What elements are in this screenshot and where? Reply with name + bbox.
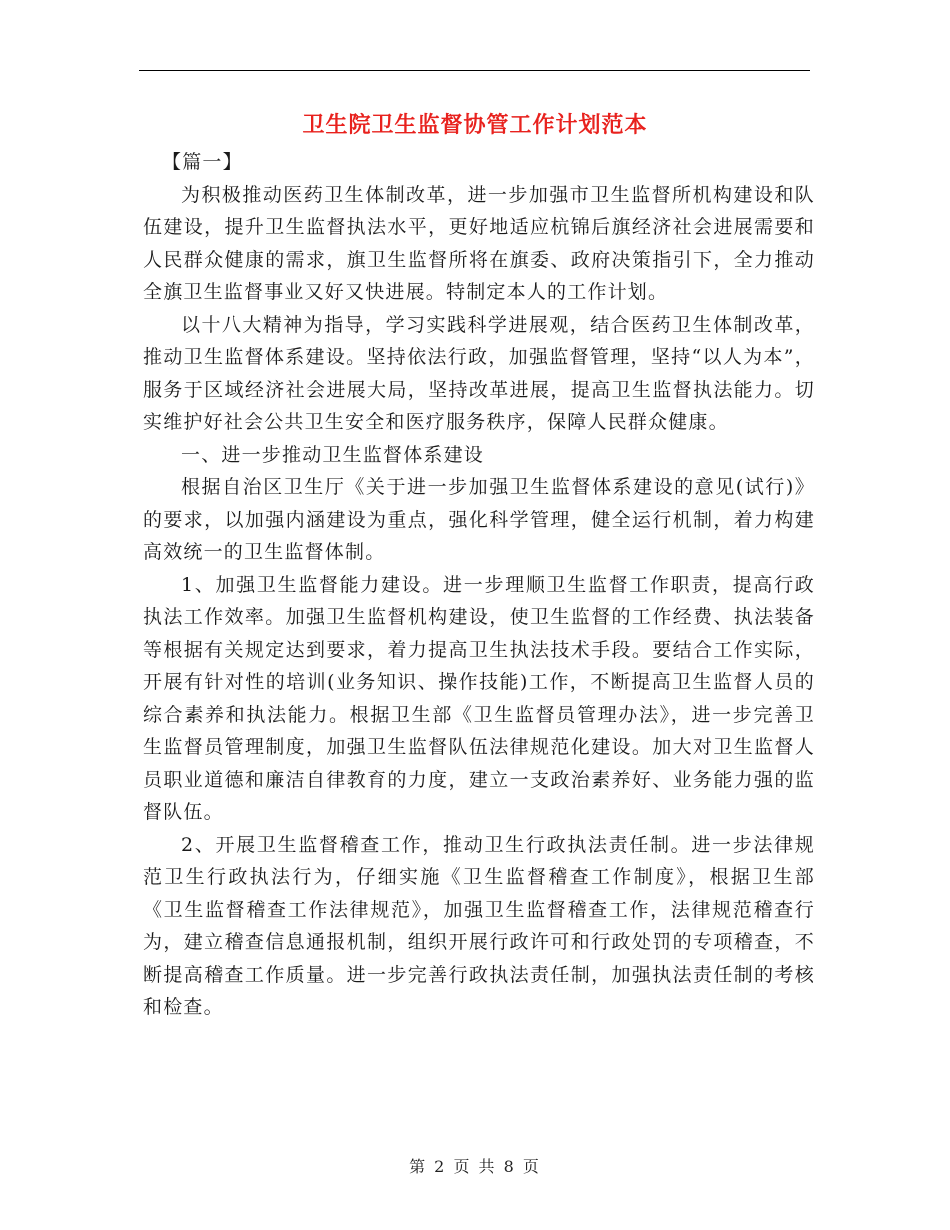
paragraph: 根据自治区卫生厅《关于进一步加强卫生监督体系建设的意见(试行)》的要求，以加强内涵建设为重点，强化科学管理，健全运行机制，着力构建高效统一的卫生监督体制。: [143, 476, 815, 563]
page-number: 第 2 页 共 8 页: [409, 1157, 541, 1176]
header-rule: [139, 70, 810, 71]
paragraph: 2、开展卫生监督稽查工作，推动卫生行政执法责任制。进一步法律规范卫生行政执法行为，仔细实施《卫生监督稽查工作制度》，根据卫生部《卫生监督稽查工作法律规范》，加强卫生监督稽查工作，法律规范稽查行为，建立稽查信息通报机制，组织开展行政许可和行政处罚的专项稽查，不断提高稽查工作质量。进一步完善行政执法责任制，加强执法责任制的考核和检查。: [143, 833, 815, 1018]
document-title: 卫生院卫生监督协管工作计划范本: [302, 112, 648, 138]
paragraph: 为积极推动医药卫生体制改革，进一步加强市卫生监督所机构建设和队伍建设，提升卫生监督执法水平，更好地适应杭锦后旗经济社会进展需要和人民群众健康的需求，旗卫生监督所将在旗委、政府决策指引下，全力推动全旗卫生监督事业又好又快进展。特制定本人的工作计划。: [143, 183, 815, 303]
document-body: [143, 146, 815, 1024]
section-heading: 【篇一】: [162, 151, 243, 173]
paragraph: 1、加强卫生监督能力建设。进一步理顺卫生监督工作职责，提高行政执法工作效率。加强卫生监督机构建设，使卫生监督的工作经费、执法装备等根据有关规定达到要求，着力提高卫生执法技术手段。要结合工作实际，开展有针对性的培训(业务知识、操作技能)工作，不断提高卫生监督人员的综合素养和执法能力。根据卫生部《卫生监督员管理办法》，进一步完善卫生监督员管理制度，加强卫生监督队伍法律规范化建设。加大对卫生监督人员职业道德和廉洁自律教育的力度，建立一支政治素养好、业务能力强的监督队伍。: [143, 573, 815, 823]
paragraph: 以十八大精神为指导，学习实践科学进展观，结合医药卫生体制改革，推动卫生监督体系建设。坚持依法行政，加强监督管理，坚持“以人为本”，服务于区域经济社会进展大局，坚持改革进展，提高卫生监督执法能力。切实维护好社会公共卫生安全和医疗服务秩序，保障人民群众健康。: [143, 313, 815, 433]
subheading: 一、进一步推动卫生监督体系建设: [181, 443, 485, 466]
